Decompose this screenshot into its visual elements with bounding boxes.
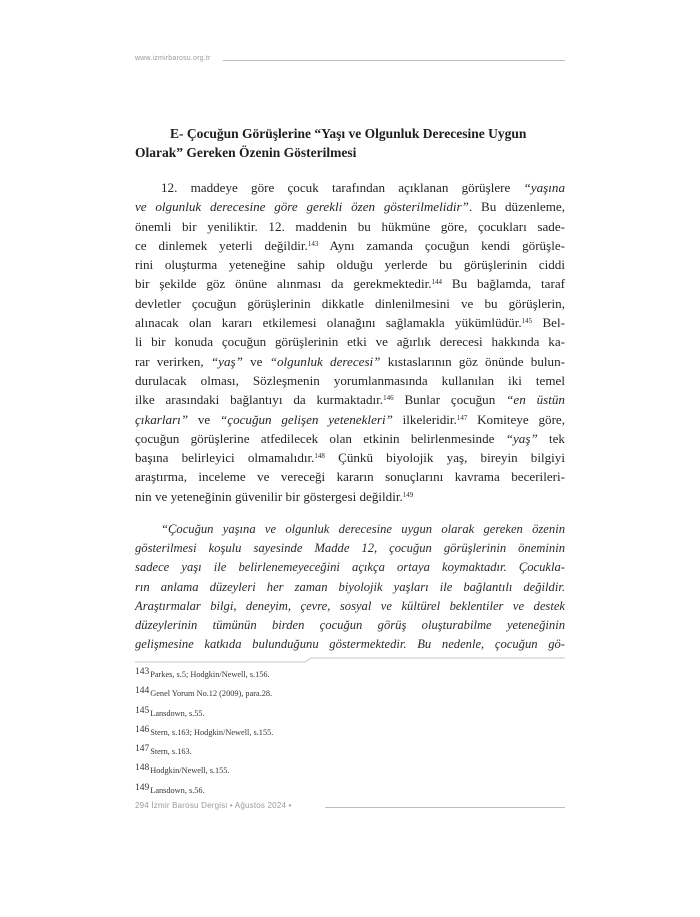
footnote-item xyxy=(135,723,565,742)
website-url: www.izmirbarosu.org.tr xyxy=(135,55,211,62)
quote-line: gelişmesine katkıda bulunduğunu göstermektedir. Bu nedenle, çocuğun gö- xyxy=(135,637,565,652)
section-heading-line-2: Olarak” Gereken Özenin Gösterilmesi xyxy=(135,145,357,160)
paragraph-line: 12. maddeye göre çocuk tarafından açıklanan görüşlere “yaşına xyxy=(161,180,565,195)
footnote-text: Genel Yorum No.12 (2009), para.28. xyxy=(150,689,273,699)
footnotes xyxy=(135,665,565,800)
paragraph-line: ilke arasındaki bağlantıyı da kurmaktadır.$^{146}$ Bunlar çocuğun “en üstün xyxy=(135,392,565,408)
paragraph-line: ve olgunluk derecesine göre gerekli özen gösterilmelidir”. Bu düzenleme, xyxy=(135,199,565,215)
footnote-divider xyxy=(135,657,565,663)
footnote-number: 144 xyxy=(135,686,150,697)
footnote-number: 148 xyxy=(135,763,150,774)
footnote-item xyxy=(135,684,565,703)
page-header xyxy=(135,55,565,67)
footnote-ref[interactable]: 148 xyxy=(314,452,325,461)
paragraph-line: ce dinlemek yeterli değildir.$^{143}$ Aynı zamanda çocuğun kendi görüşle- xyxy=(135,237,566,253)
footer-page-info: 294 İzmir Barosu Dergisi • Ağustos 2024 • xyxy=(135,801,292,810)
quote-line: düzeylerinin tümünün birden çocuğun görüş oluşturabilme yeteneğinin xyxy=(135,618,565,633)
footnote-number: 146 xyxy=(135,724,150,735)
page-footer xyxy=(135,801,565,815)
paragraph-line: başına belirleyici olmamalıdır.$^{148}$ Çünkü biyolojik yaş, bireyin bilgiyi xyxy=(135,450,565,466)
footnote-ref[interactable]: 147 xyxy=(456,413,468,422)
footnote-number: 145 xyxy=(135,705,150,716)
header-divider xyxy=(223,60,565,61)
footnote-item xyxy=(135,761,565,780)
footer-divider xyxy=(325,807,565,808)
footnote-item xyxy=(135,742,565,761)
footnote-item xyxy=(135,781,565,800)
paragraph-line: li bir konuda çocuğun görüşlerinin etki ve ağırlık derecesi hakkında ka- xyxy=(135,334,565,350)
quote-line: rın anlama düzeyleri her zaman biyolojik yaşları ile bağlantılı değildir. xyxy=(135,579,565,594)
section-heading-line-1: E- Çocuğun Görüşlerine “Yaşı ve Olgunluk Derecesine Uygun xyxy=(170,126,527,141)
footnote-text: Parkes, s.5; Hodgkin/Newell, s.156. xyxy=(150,670,270,679)
paragraph-line: devletler çocuğun görüşlerinin dikkatle dinlenilmesini ve bu görüşlerin, xyxy=(135,295,565,311)
paragraph-line: alınacak olan kararı etkilemesi olanağını sağlamakla yükümlüdür.$^{145}$ Bel- xyxy=(135,315,565,331)
footnote-ref[interactable]: 144 xyxy=(431,278,443,287)
paragraph-line: çıkarları” ve “çocuğun gelişen yetenekleri” ilkeleridir.$^{147}$ Komiteye göre, xyxy=(135,411,566,427)
footnote-ref[interactable]: 146 xyxy=(383,394,394,403)
paragraph-line: araştırma, inceleme ve vereceği kararın sonuçlarını kavrama becerileri- xyxy=(135,469,565,485)
footnote-ref[interactable]: 143 xyxy=(307,239,319,248)
footnote-text: Stern, s.163; Hodgkin/Newell, s.155. xyxy=(150,727,274,737)
paragraph-line: önemli bir yeniliktir. 12. maddenin bu hükmüne göre, çocukları sade- xyxy=(135,218,565,234)
section-heading xyxy=(135,124,565,162)
footnote-number: 149 xyxy=(135,782,150,793)
footnote-item xyxy=(135,665,565,684)
paragraph-line: nin ve yeteneğinin güvenilir bir göstergesi değildir.$^{149}$ xyxy=(135,488,414,504)
paragraph-line: durulacak olması, Sözleşmenin yorumlanmasında kullanılan iki temel xyxy=(135,372,565,388)
paragraph-line: rar verirken, “yaş” ve “olgunluk derecesi” kıstaslarının göz önünde bulun- xyxy=(135,353,565,369)
quote-line: “Çocuğun yaşına ve olgunluk derecesine uygun olarak gereken özenin xyxy=(161,522,565,536)
footnote-text: Lansdown, s.56. xyxy=(150,785,205,795)
quote-line: gösterilmesi koşulu sayesinde Madde 12, çocuğun görüşlerinin öneminin xyxy=(135,541,565,556)
body-paragraph xyxy=(135,178,565,506)
footnote-number: 143 xyxy=(135,667,150,677)
footnote-ref[interactable]: 145 xyxy=(521,317,533,326)
paragraph-line: çocuğun görüşlerine atfedilecek olan etkinin belirlenmesinde “yaş” tek xyxy=(135,430,565,446)
block-quote xyxy=(135,520,565,654)
quote-line: sadece yaşı ile belirlenemeyeceğini açıkça ortaya koymaktadır. Çocukla- xyxy=(135,560,565,575)
quote-line: Araştırmalar bilgi, deneyim, çevre, sosyal ve kültürel beklentiler ve destek xyxy=(135,598,565,613)
footnote-text: Lansdown, s.55. xyxy=(150,708,205,718)
footnote-number: 147 xyxy=(135,744,150,755)
footnote-text: Stern, s.163. xyxy=(150,747,192,757)
footnote-item xyxy=(135,704,565,723)
footnote-text: Hodgkin/Newell, s.155. xyxy=(150,766,230,776)
paragraph-line: bir şekilde göz önüne alınması da gerekmektedir.$^{144}$ Bu bağlamda, taraf xyxy=(135,276,565,292)
footnote-ref[interactable]: 149 xyxy=(402,490,414,499)
paragraph-line: rini oluşturma yeteneğine sahip olduğu yerlerde bu görüşlerinin ciddi xyxy=(135,257,565,273)
